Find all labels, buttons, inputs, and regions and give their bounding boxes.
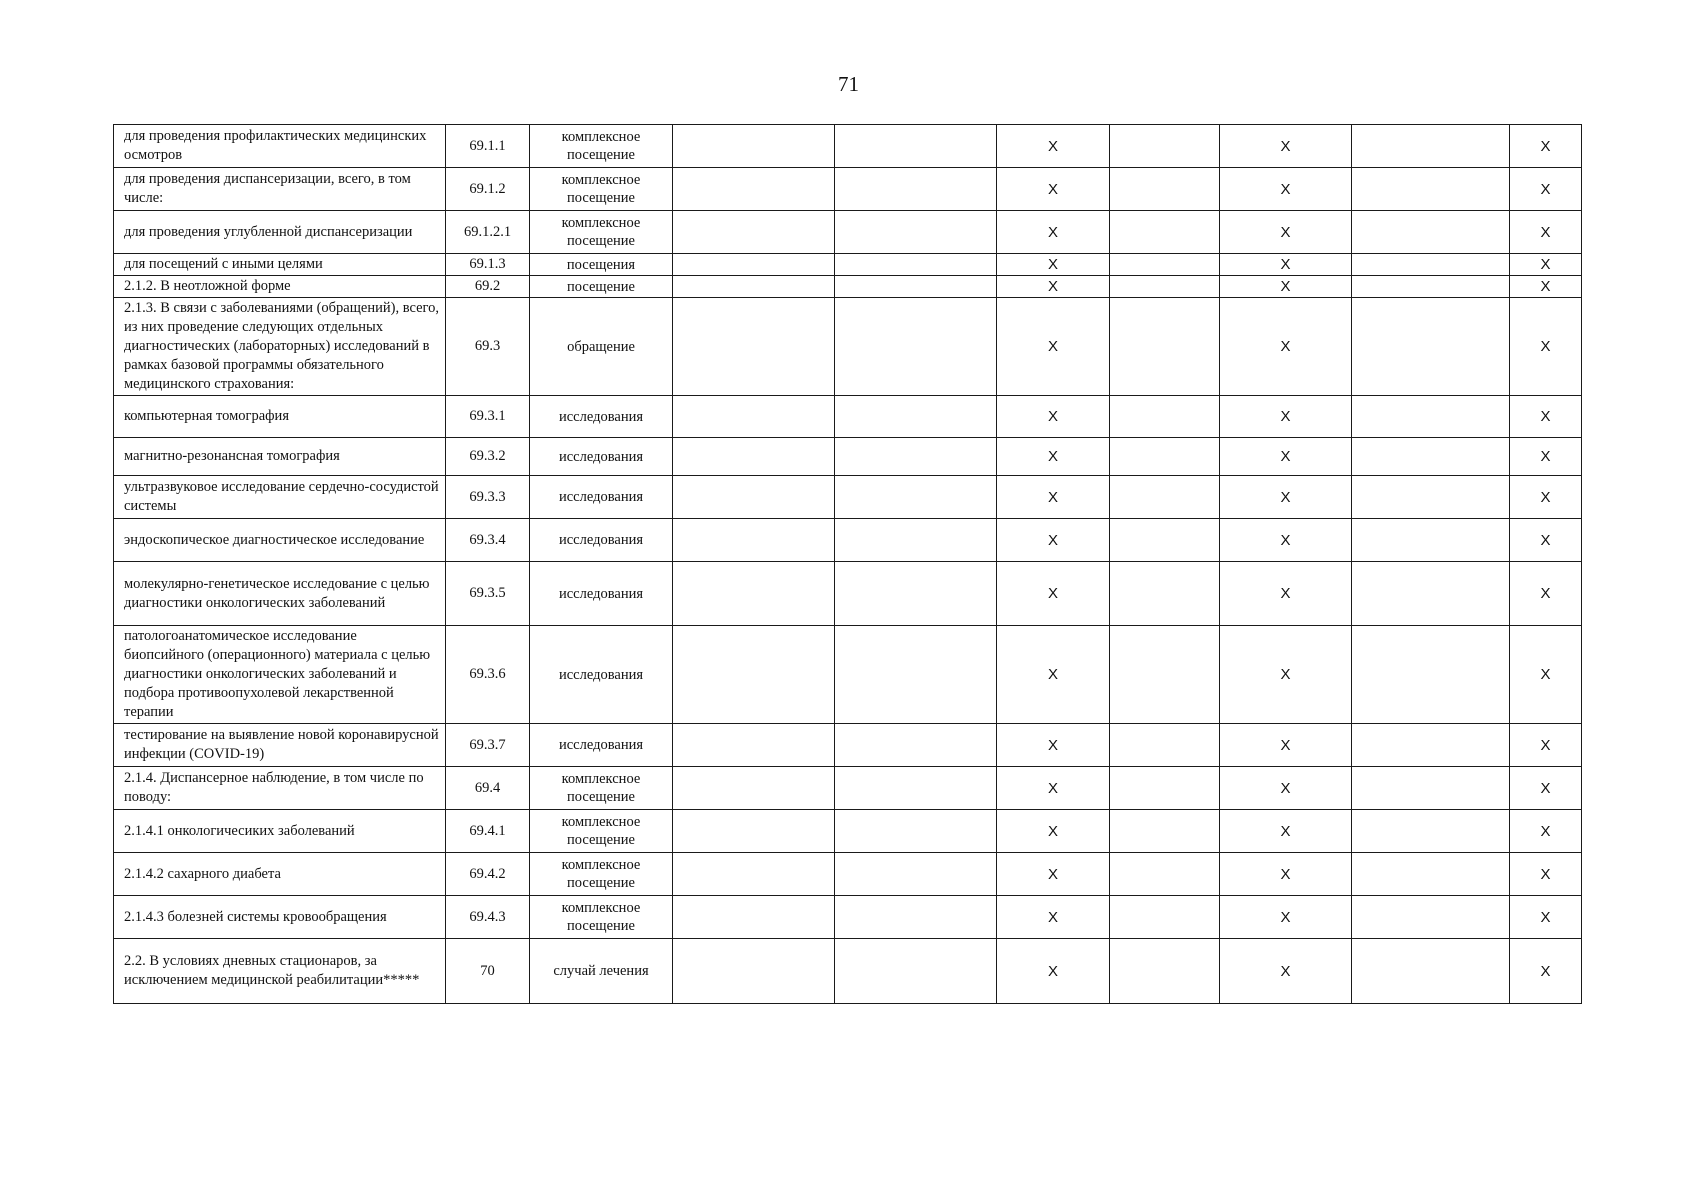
row-name-cell: для проведения профилактических медицинских осмотров <box>114 125 446 168</box>
row-unit-cell: посещения <box>530 254 673 276</box>
row-value-cell <box>835 396 997 438</box>
table-row <box>114 211 1582 254</box>
row-value-cell <box>1110 476 1220 519</box>
row-unit-cell: обращение <box>530 298 673 396</box>
row-value-cell <box>835 939 997 1004</box>
row-value-cell <box>1352 853 1510 896</box>
row-value-cell <box>1110 254 1220 276</box>
row-unit-cell: исследования <box>530 626 673 724</box>
row-code-cell: 69.4.2 <box>446 853 530 896</box>
row-x-mark-cell: X <box>1510 211 1582 254</box>
table-row <box>114 626 1582 724</box>
row-name-cell: для проведения диспансеризации, всего, в том числе: <box>114 168 446 211</box>
row-value-cell <box>1352 476 1510 519</box>
row-name-cell: 2.1.3. В связи с заболеваниями (обращений), всего, из них проведение следующих отдельных диагностических (лабораторных) исследований в рамках базовой программы обязательного медицинского страхования: <box>114 298 446 396</box>
row-value-cell <box>835 724 997 767</box>
row-code-cell: 69.3.5 <box>446 562 530 626</box>
table-row <box>114 767 1582 810</box>
row-x-mark-cell: X <box>1510 438 1582 476</box>
row-x-mark-cell: X <box>1220 254 1352 276</box>
row-x-mark-cell: X <box>1510 562 1582 626</box>
row-x-mark-cell: X <box>997 724 1110 767</box>
row-x-mark-cell: X <box>1510 724 1582 767</box>
row-value-cell <box>1352 276 1510 298</box>
row-value-cell <box>835 896 997 939</box>
row-value-cell <box>835 298 997 396</box>
row-unit-cell: исследования <box>530 562 673 626</box>
row-value-cell <box>673 438 835 476</box>
row-x-mark-cell: X <box>1220 810 1352 853</box>
row-unit-cell: исследования <box>530 438 673 476</box>
row-value-cell <box>673 626 835 724</box>
row-x-mark-cell: X <box>997 254 1110 276</box>
row-value-cell <box>673 396 835 438</box>
row-x-mark-cell: X <box>997 767 1110 810</box>
row-x-mark-cell: X <box>997 168 1110 211</box>
row-value-cell <box>1352 211 1510 254</box>
row-unit-cell: комплексное посещение <box>530 168 673 211</box>
row-value-cell <box>1110 939 1220 1004</box>
table-row <box>114 939 1582 1004</box>
row-value-cell <box>1110 168 1220 211</box>
row-x-mark-cell: X <box>997 125 1110 168</box>
row-value-cell <box>673 276 835 298</box>
row-x-mark-cell: X <box>997 896 1110 939</box>
row-x-mark-cell: X <box>1220 298 1352 396</box>
table-row <box>114 298 1582 396</box>
row-unit-cell: исследования <box>530 519 673 562</box>
row-x-mark-cell: X <box>1510 276 1582 298</box>
row-value-cell <box>1110 626 1220 724</box>
row-value-cell <box>835 853 997 896</box>
row-x-mark-cell: X <box>1220 519 1352 562</box>
row-name-cell: для посещений с иными целями <box>114 254 446 276</box>
row-value-cell <box>1352 519 1510 562</box>
row-x-mark-cell: X <box>1220 939 1352 1004</box>
row-value-cell <box>1352 810 1510 853</box>
row-x-mark-cell: X <box>1510 396 1582 438</box>
row-code-cell: 69.3.6 <box>446 626 530 724</box>
row-name-cell: 2.2. В условиях дневных стационаров, за исключением медицинской реабилитации***** <box>114 939 446 1004</box>
row-unit-cell: исследования <box>530 476 673 519</box>
row-value-cell <box>1110 276 1220 298</box>
table-row <box>114 853 1582 896</box>
table-row <box>114 396 1582 438</box>
row-value-cell <box>1110 810 1220 853</box>
row-x-mark-cell: X <box>1220 168 1352 211</box>
row-code-cell: 69.3.1 <box>446 396 530 438</box>
page-number: 71 <box>838 72 859 96</box>
row-code-cell: 70 <box>446 939 530 1004</box>
row-x-mark-cell: X <box>997 476 1110 519</box>
row-x-mark-cell: X <box>1510 298 1582 396</box>
row-name-cell: эндоскопическое диагностическое исследование <box>114 519 446 562</box>
row-x-mark-cell: X <box>1220 476 1352 519</box>
row-value-cell <box>835 254 997 276</box>
row-value-cell <box>835 438 997 476</box>
row-x-mark-cell: X <box>997 211 1110 254</box>
row-value-cell <box>1352 125 1510 168</box>
table-row <box>114 168 1582 211</box>
row-x-mark-cell: X <box>997 626 1110 724</box>
row-name-cell: 2.1.2. В неотложной форме <box>114 276 446 298</box>
row-value-cell <box>673 476 835 519</box>
row-name-cell: для проведения углубленной диспансеризации <box>114 211 446 254</box>
table-row <box>114 896 1582 939</box>
table-row <box>114 562 1582 626</box>
row-value-cell <box>673 298 835 396</box>
row-x-mark-cell: X <box>1510 519 1582 562</box>
row-x-mark-cell: X <box>1220 562 1352 626</box>
table-row <box>114 125 1582 168</box>
row-value-cell <box>835 767 997 810</box>
row-code-cell: 69.3 <box>446 298 530 396</box>
row-code-cell: 69.3.2 <box>446 438 530 476</box>
row-x-mark-cell: X <box>1510 853 1582 896</box>
row-x-mark-cell: X <box>997 276 1110 298</box>
row-value-cell <box>835 125 997 168</box>
row-unit-cell: комплексное посещение <box>530 125 673 168</box>
row-name-cell: ультразвуковое исследование сердечно-сосудистой системы <box>114 476 446 519</box>
row-code-cell: 69.1.3 <box>446 254 530 276</box>
row-name-cell: молекулярно-генетическое исследование с целью диагностики онкологических заболеваний <box>114 562 446 626</box>
row-value-cell <box>835 276 997 298</box>
row-value-cell <box>1352 168 1510 211</box>
row-x-mark-cell: X <box>997 939 1110 1004</box>
row-x-mark-cell: X <box>1220 438 1352 476</box>
row-value-cell <box>1352 939 1510 1004</box>
row-x-mark-cell: X <box>1510 125 1582 168</box>
row-value-cell <box>673 810 835 853</box>
row-code-cell: 69.4.1 <box>446 810 530 853</box>
row-value-cell <box>673 168 835 211</box>
row-unit-cell: комплексное посещение <box>530 767 673 810</box>
row-x-mark-cell: X <box>1220 276 1352 298</box>
row-value-cell <box>835 168 997 211</box>
row-x-mark-cell: X <box>1510 810 1582 853</box>
row-value-cell <box>1110 562 1220 626</box>
row-value-cell <box>1352 896 1510 939</box>
row-x-mark-cell: X <box>1220 125 1352 168</box>
row-x-mark-cell: X <box>997 853 1110 896</box>
row-x-mark-cell: X <box>1510 254 1582 276</box>
row-name-cell: 2.1.4.1 онкологичесиких заболеваний <box>114 810 446 853</box>
row-name-cell: патологоанатомическое исследование биопсийного (операционного) материала с целью диагностики онкологических заболеваний и подбора противоопухолевой лекарственной терапии <box>114 626 446 724</box>
row-value-cell <box>1110 211 1220 254</box>
row-x-mark-cell: X <box>1220 853 1352 896</box>
row-value-cell <box>835 626 997 724</box>
row-x-mark-cell: X <box>997 438 1110 476</box>
row-x-mark-cell: X <box>1510 168 1582 211</box>
row-code-cell: 69.1.2 <box>446 168 530 211</box>
row-value-cell <box>1352 724 1510 767</box>
row-unit-cell: комплексное посещение <box>530 810 673 853</box>
table-body <box>114 125 1582 1004</box>
table-row <box>114 519 1582 562</box>
row-code-cell: 69.3.3 <box>446 476 530 519</box>
row-code-cell: 69.4 <box>446 767 530 810</box>
row-value-cell <box>673 767 835 810</box>
row-value-cell <box>1352 396 1510 438</box>
row-value-cell <box>673 519 835 562</box>
row-x-mark-cell: X <box>997 396 1110 438</box>
row-x-mark-cell: X <box>1510 626 1582 724</box>
row-value-cell <box>673 562 835 626</box>
row-unit-cell: исследования <box>530 724 673 767</box>
row-x-mark-cell: X <box>997 562 1110 626</box>
row-code-cell: 69.1.1 <box>446 125 530 168</box>
row-x-mark-cell: X <box>1220 724 1352 767</box>
row-name-cell: тестирование на выявление новой коронавирусной инфекции (COVID-19) <box>114 724 446 767</box>
row-code-cell: 69.1.2.1 <box>446 211 530 254</box>
row-value-cell <box>1110 896 1220 939</box>
row-value-cell <box>673 853 835 896</box>
row-value-cell <box>1110 519 1220 562</box>
table-row <box>114 254 1582 276</box>
data-table <box>113 124 1582 1004</box>
row-x-mark-cell: X <box>1510 767 1582 810</box>
row-value-cell <box>1110 438 1220 476</box>
row-value-cell <box>1110 125 1220 168</box>
row-value-cell <box>1352 626 1510 724</box>
row-name-cell: 2.1.4.3 болезней системы кровообращения <box>114 896 446 939</box>
row-unit-cell: исследования <box>530 396 673 438</box>
row-value-cell <box>1352 438 1510 476</box>
row-name-cell: 2.1.4.2 сахарного диабета <box>114 853 446 896</box>
row-value-cell <box>1110 298 1220 396</box>
row-value-cell <box>835 519 997 562</box>
row-x-mark-cell: X <box>997 298 1110 396</box>
row-x-mark-cell: X <box>1220 896 1352 939</box>
row-value-cell <box>673 125 835 168</box>
row-name-cell: магнитно-резонансная томография <box>114 438 446 476</box>
row-value-cell <box>673 896 835 939</box>
table-row <box>114 438 1582 476</box>
row-x-mark-cell: X <box>1220 626 1352 724</box>
row-value-cell <box>835 562 997 626</box>
row-x-mark-cell: X <box>1510 896 1582 939</box>
row-code-cell: 69.3.4 <box>446 519 530 562</box>
row-value-cell <box>1110 396 1220 438</box>
row-name-cell: компьютерная томография <box>114 396 446 438</box>
row-value-cell <box>835 211 997 254</box>
row-value-cell <box>835 476 997 519</box>
table-row <box>114 476 1582 519</box>
row-value-cell <box>673 211 835 254</box>
row-x-mark-cell: X <box>997 810 1110 853</box>
row-value-cell <box>1352 767 1510 810</box>
row-x-mark-cell: X <box>997 519 1110 562</box>
row-code-cell: 69.4.3 <box>446 896 530 939</box>
row-value-cell <box>1110 767 1220 810</box>
row-value-cell <box>1110 724 1220 767</box>
row-value-cell <box>1110 853 1220 896</box>
row-value-cell <box>673 939 835 1004</box>
row-name-cell: 2.1.4. Диспансерное наблюдение, в том числе по поводу: <box>114 767 446 810</box>
row-unit-cell: комплексное посещение <box>530 896 673 939</box>
row-value-cell <box>673 724 835 767</box>
row-x-mark-cell: X <box>1220 767 1352 810</box>
row-value-cell <box>1352 562 1510 626</box>
row-x-mark-cell: X <box>1510 939 1582 1004</box>
row-value-cell <box>835 810 997 853</box>
row-unit-cell: посещение <box>530 276 673 298</box>
table-row <box>114 276 1582 298</box>
row-unit-cell: случай лечения <box>530 939 673 1004</box>
row-value-cell <box>1352 254 1510 276</box>
row-value-cell <box>1352 298 1510 396</box>
row-unit-cell: комплексное посещение <box>530 853 673 896</box>
table-row <box>114 810 1582 853</box>
row-x-mark-cell: X <box>1220 396 1352 438</box>
row-x-mark-cell: X <box>1220 211 1352 254</box>
row-code-cell: 69.3.7 <box>446 724 530 767</box>
row-x-mark-cell: X <box>1510 476 1582 519</box>
table-row <box>114 724 1582 767</box>
row-value-cell <box>673 254 835 276</box>
row-unit-cell: комплексное посещение <box>530 211 673 254</box>
row-code-cell: 69.2 <box>446 276 530 298</box>
